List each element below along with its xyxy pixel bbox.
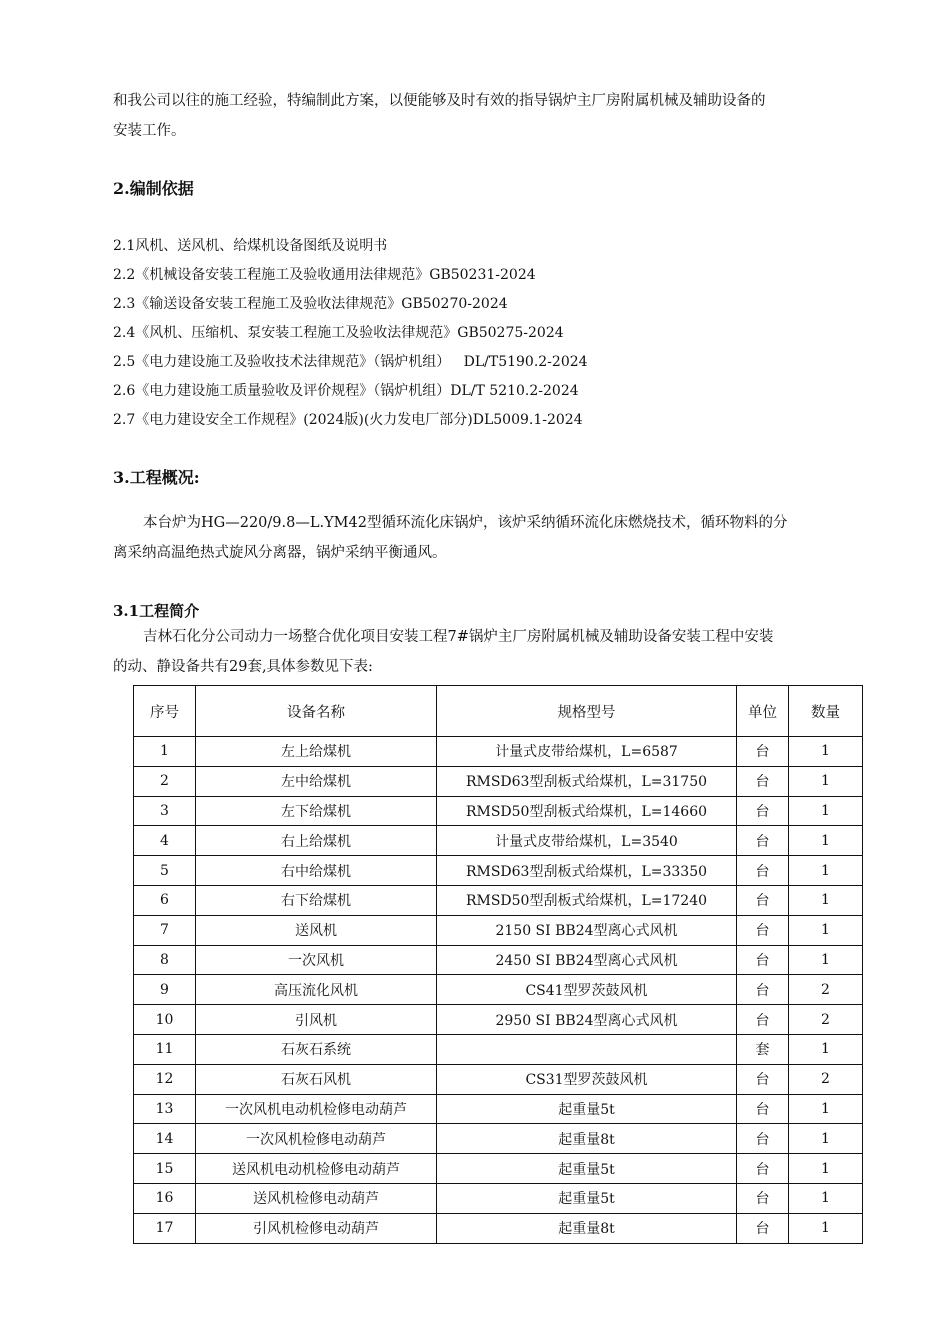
reference-item: 2.2《机械设备安装工程施工及验收通用法律规范》GB50231-2024: [113, 267, 536, 283]
section-3-1-paragraph-line-1: 吉林石化分公司动力一场整合优化项目安装工程7#锅炉主厂房附属机械及辅助设备安装工程中安装: [143, 629, 774, 645]
cell-equipment-name: 右上给煤机: [196, 826, 437, 856]
cell-specification: RMSD50型刮板式给煤机，L=14660: [437, 796, 737, 826]
cell-equipment-name: 送风机电动机检修电动葫芦: [196, 1154, 437, 1184]
table-row: [134, 766, 863, 796]
cell-unit: 台: [737, 1124, 789, 1154]
cell-quantity: 1: [789, 1154, 863, 1184]
cell-specification: RMSD63型刮板式给煤机，L=31750: [437, 766, 737, 796]
cell-specification: 2950 SI BB24型离心式风机: [437, 1005, 737, 1035]
cell-specification: 计量式皮带给煤机，L=6587: [437, 737, 737, 767]
cell-specification: RMSD63型刮板式给煤机，L=33350: [437, 856, 737, 886]
cell-unit: 台: [737, 766, 789, 796]
reference-item: 2.4《风机、压缩机、泵安装工程施工及验收法律规范》GB50275-2024: [113, 325, 564, 341]
cell-quantity: 1: [789, 1213, 863, 1243]
table-row: [134, 856, 863, 886]
cell-equipment-name: 一次风机检修电动葫芦: [196, 1124, 437, 1154]
cell-equipment-name: 石灰石风机: [196, 1064, 437, 1094]
cell-equipment-name: 一次风机: [196, 945, 437, 975]
cell-quantity: 2: [789, 1005, 863, 1035]
cell-specification: RMSD50型刮板式给煤机，L=17240: [437, 885, 737, 915]
equipment-table: [133, 685, 863, 1244]
cell-index: 11: [134, 1034, 196, 1064]
cell-specification: 2150 SI BB24型离心式风机: [437, 915, 737, 945]
cell-quantity: 1: [789, 1183, 863, 1213]
table-row: [134, 1064, 863, 1094]
cell-index: 10: [134, 1005, 196, 1035]
cell-equipment-name: 引风机: [196, 1005, 437, 1035]
section-2-heading: 2.编制依据: [113, 179, 194, 198]
cell-index: 3: [134, 796, 196, 826]
cell-unit: 台: [737, 856, 789, 886]
header-index: 序号: [134, 686, 196, 737]
cell-specification: CS41型罗茨鼓风机: [437, 975, 737, 1005]
header-specification: 规格型号: [437, 686, 737, 737]
cell-equipment-name: 右下给煤机: [196, 885, 437, 915]
cell-index: 16: [134, 1183, 196, 1213]
cell-specification: 起重量5t: [437, 1094, 737, 1124]
table-row: [134, 975, 863, 1005]
reference-item: 2.6《电力建设施工质量验收及评价规程》（锅炉机组）DL/T 5210.2-2024: [113, 383, 579, 399]
header-equipment-name: 设备名称: [196, 686, 437, 737]
cell-equipment-name: 左上给煤机: [196, 737, 437, 767]
cell-specification: 计量式皮带给煤机，L=3540: [437, 826, 737, 856]
table-row: [134, 1213, 863, 1243]
cell-equipment-name: 左中给煤机: [196, 766, 437, 796]
cell-equipment-name: 送风机检修电动葫芦: [196, 1183, 437, 1213]
cell-index: 13: [134, 1094, 196, 1124]
cell-index: 2: [134, 766, 196, 796]
section-3-paragraph-line-1: 本台炉为HG—220/9.8—L.YM42型循环流化床锅炉，该炉采纳循环流化床燃烧技术，循环物料的分: [143, 515, 788, 531]
cell-unit: 台: [737, 1154, 789, 1184]
cell-equipment-name: 高压流化风机: [196, 975, 437, 1005]
table-row: [134, 915, 863, 945]
cell-equipment-name: 左下给煤机: [196, 796, 437, 826]
cell-quantity: 1: [789, 885, 863, 915]
cell-quantity: 1: [789, 1034, 863, 1064]
cell-unit: 台: [737, 796, 789, 826]
cell-specification: 2450 SI BB24型离心式风机: [437, 945, 737, 975]
section-3-heading: 3.工程概况:: [113, 468, 200, 487]
cell-quantity: 2: [789, 1064, 863, 1094]
cell-index: 1: [134, 737, 196, 767]
cell-specification: [437, 1034, 737, 1064]
table-row: [134, 945, 863, 975]
cell-quantity: 1: [789, 1124, 863, 1154]
cell-quantity: 1: [789, 796, 863, 826]
cell-specification: 起重量8t: [437, 1213, 737, 1243]
section-3-paragraph-line-2: 离采纳高温绝热式旋风分离器，锅炉采纳平衡通风。: [113, 545, 447, 561]
section-3-1-heading: 3.1工程简介: [113, 602, 200, 620]
cell-quantity: 1: [789, 915, 863, 945]
cell-unit: 台: [737, 1183, 789, 1213]
reference-item: 2.7《电力建设安全工作规程》(2024版)(火力发电厂部分)DL5009.1-2024: [113, 412, 583, 428]
table-row: [134, 796, 863, 826]
cell-unit: 台: [737, 737, 789, 767]
cell-equipment-name: 右中给煤机: [196, 856, 437, 886]
table-row: [134, 1005, 863, 1035]
cell-index: 12: [134, 1064, 196, 1094]
table-row: [134, 1124, 863, 1154]
table-row: [134, 885, 863, 915]
cell-equipment-name: 引风机检修电动葫芦: [196, 1213, 437, 1243]
cell-unit: 台: [737, 885, 789, 915]
cell-index: 9: [134, 975, 196, 1005]
cell-unit: 台: [737, 826, 789, 856]
cell-index: 17: [134, 1213, 196, 1243]
cell-index: 6: [134, 885, 196, 915]
table-row: [134, 826, 863, 856]
cell-quantity: 1: [789, 737, 863, 767]
cell-equipment-name: 石灰石系统: [196, 1034, 437, 1064]
cell-index: 14: [134, 1124, 196, 1154]
section-3-1-paragraph-line-2: 的动、静设备共有29套,具体参数见下表:: [113, 659, 373, 675]
cell-index: 4: [134, 826, 196, 856]
header-unit: 单位: [737, 686, 789, 737]
reference-item: 2.5《电力建设施工及验收技术法律规范》（锅炉机组） DL/T5190.2-2024: [113, 354, 588, 370]
cell-index: 8: [134, 945, 196, 975]
table-row: [134, 1183, 863, 1213]
cell-equipment-name: 送风机: [196, 915, 437, 945]
cell-specification: 起重量5t: [437, 1154, 737, 1184]
cell-quantity: 1: [789, 826, 863, 856]
reference-item: 2.1风机、送风机、给煤机设备图纸及说明书: [113, 238, 388, 254]
cell-unit: 台: [737, 1213, 789, 1243]
cell-specification: 起重量5t: [437, 1183, 737, 1213]
cell-unit: 台: [737, 1094, 789, 1124]
cell-quantity: 1: [789, 945, 863, 975]
cell-quantity: 1: [789, 1094, 863, 1124]
cell-specification: 起重量8t: [437, 1124, 737, 1154]
cell-unit: 台: [737, 915, 789, 945]
cell-equipment-name: 一次风机电动机检修电动葫芦: [196, 1094, 437, 1124]
cell-index: 5: [134, 856, 196, 886]
cell-quantity: 2: [789, 975, 863, 1005]
cell-unit: 台: [737, 1005, 789, 1035]
table-row: [134, 1094, 863, 1124]
cell-unit: 套: [737, 1034, 789, 1064]
table-header-row: [134, 686, 863, 737]
cell-index: 15: [134, 1154, 196, 1184]
header-quantity: 数量: [789, 686, 863, 737]
table-row: [134, 737, 863, 767]
cell-index: 7: [134, 915, 196, 945]
cell-specification: CS31型罗茨鼓风机: [437, 1064, 737, 1094]
table-row: [134, 1034, 863, 1064]
cell-unit: 台: [737, 1064, 789, 1094]
cell-quantity: 1: [789, 766, 863, 796]
reference-item: 2.3《输送设备安装工程施工及验收法律规范》GB50270-2024: [113, 296, 508, 312]
intro-line-2: 安装工作。: [113, 123, 186, 139]
intro-line-1: 和我公司以往的施工经验，特编制此方案，以便能够及时有效的指导锅炉主厂房附属机械及辅助设备的: [113, 93, 766, 109]
cell-quantity: 1: [789, 856, 863, 886]
table-row: [134, 1154, 863, 1184]
cell-unit: 台: [737, 945, 789, 975]
cell-unit: 台: [737, 975, 789, 1005]
